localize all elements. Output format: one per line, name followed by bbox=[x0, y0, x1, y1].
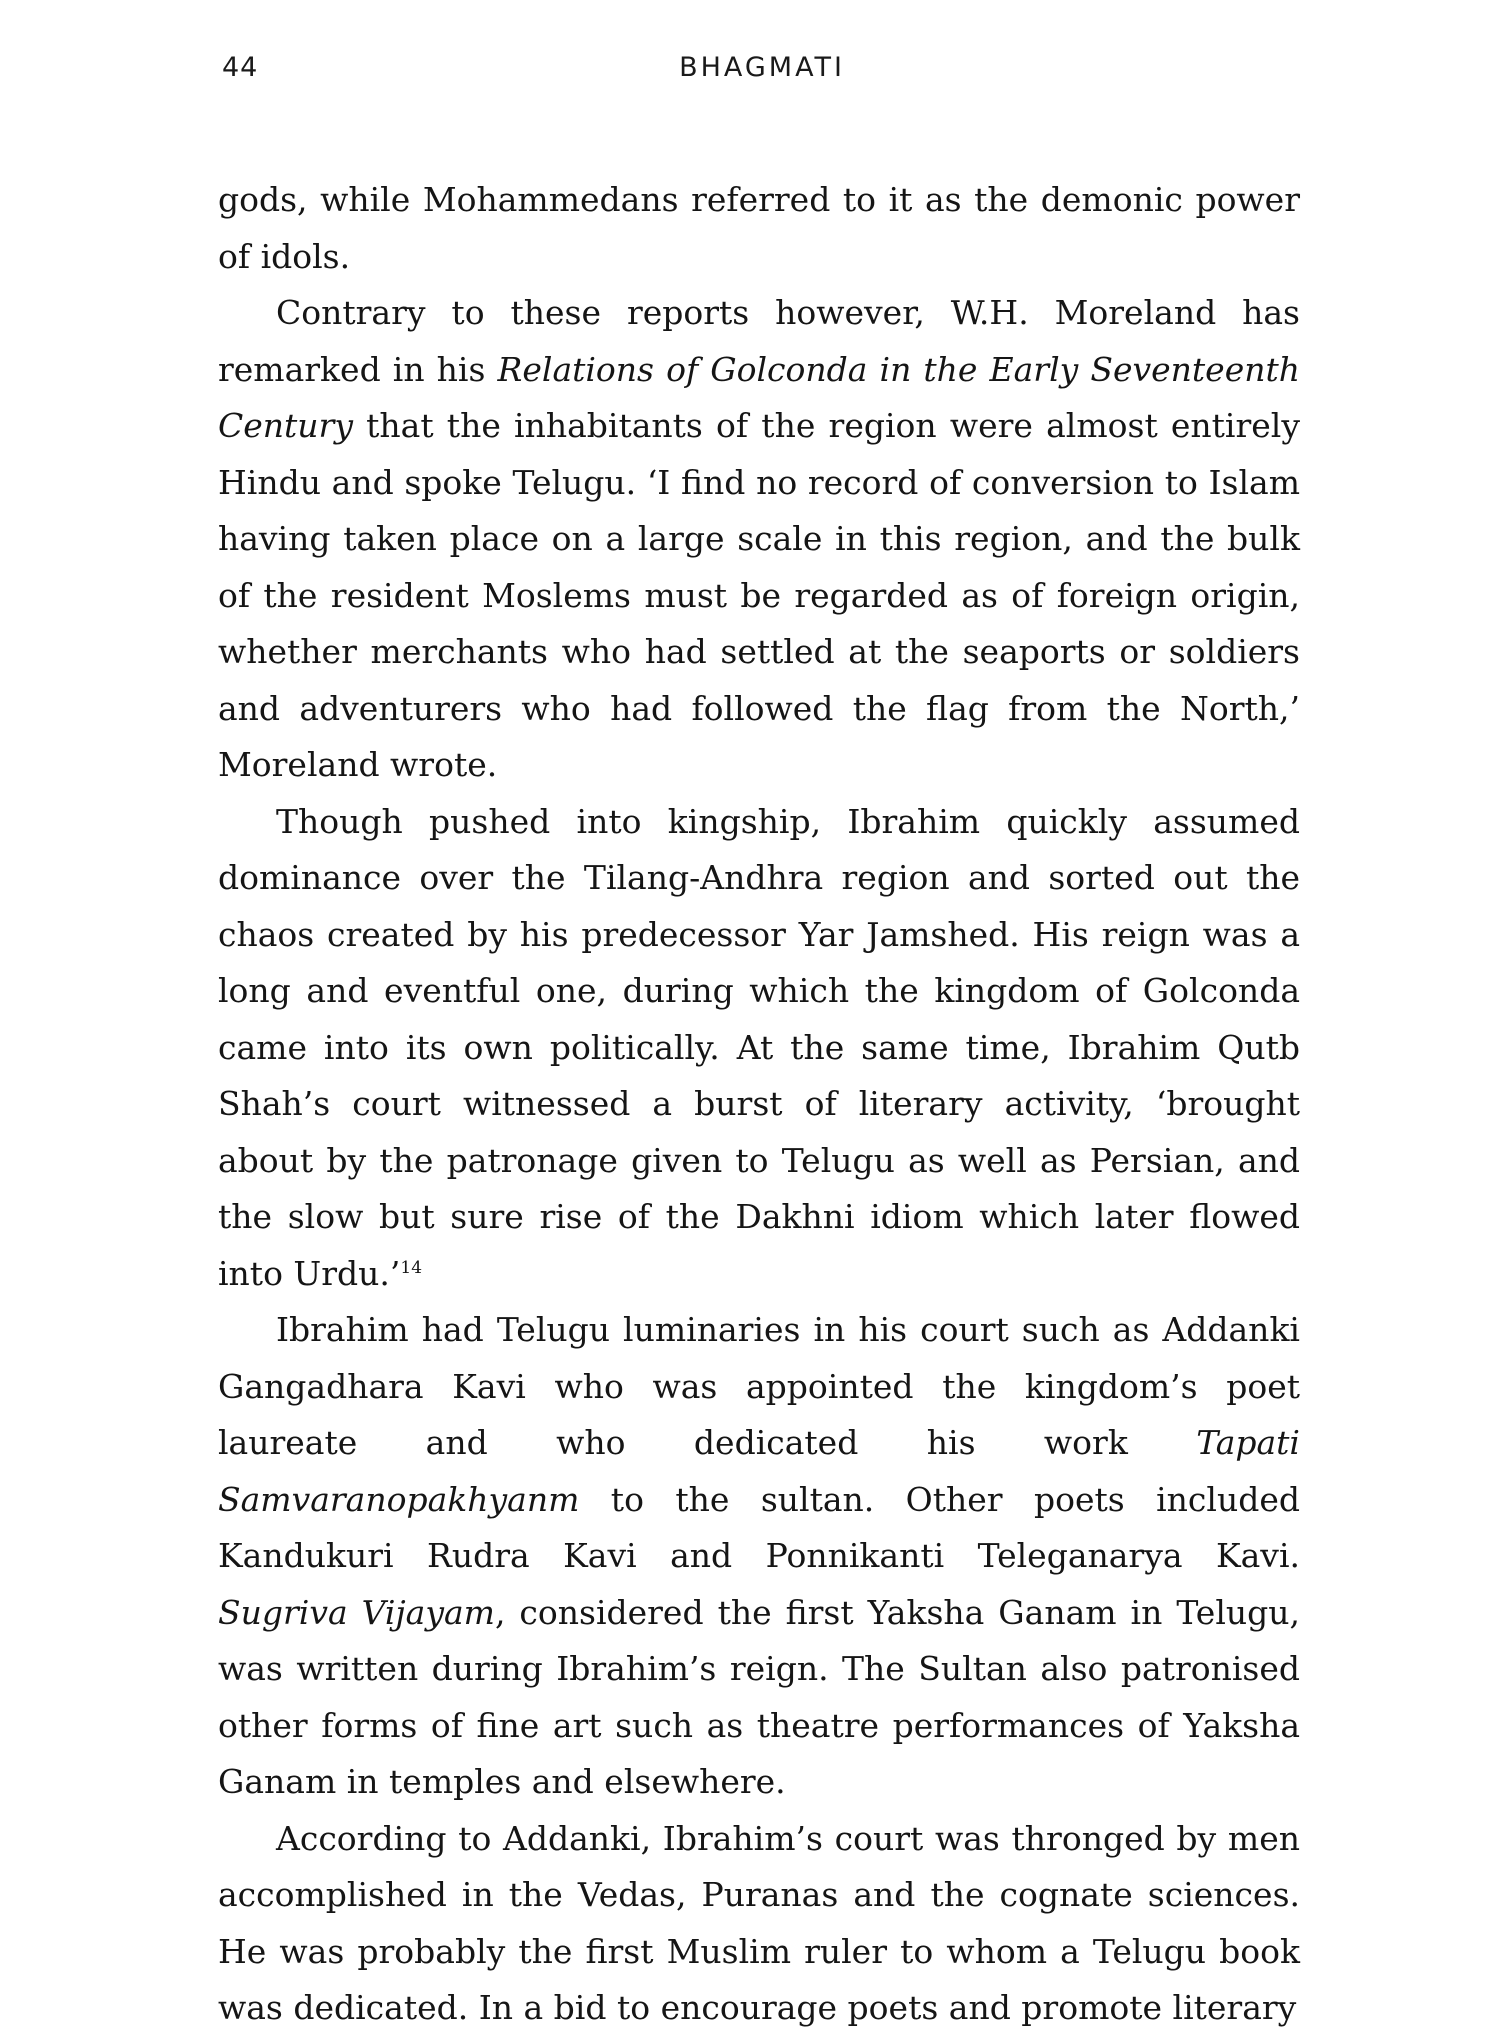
running-head: BHAGMATI bbox=[679, 52, 845, 83]
book-title-sugriva-vijayam: Sugriva Vijayam bbox=[218, 1592, 495, 1632]
page-header bbox=[222, 52, 1302, 92]
body-text bbox=[218, 172, 1300, 2037]
book-title-relations-of-golconda: Relations of Golconda in the Early Seventeenth Century bbox=[218, 349, 1301, 445]
book-title-tapati-samvaranopakhyanm: Tapati Samvaranopakhyanm bbox=[218, 1423, 1300, 1519]
paragraph-1 bbox=[218, 172, 1300, 285]
paragraph-4-text-b: to the sultan. Other poets included Kandukuri Rudra Kavi and Ponnikanti Teleganarya Kavi. bbox=[218, 1479, 1300, 1575]
paragraph-4 bbox=[218, 1302, 1300, 1811]
footnote-marker: 14 bbox=[400, 1257, 423, 1278]
paragraph-2-text-b: that the inhabitants of the region were almost entirely Hindu and spoke Telugu. ‘I find no record of conversion to Islam having taken place on a large scale in this region, and the bulk of the resident Moslems must be regarded as of foreign origin, whether merchants who had settled at the seaports or soldiers and adventurers who had followed the flag from the North,’ Moreland wrote. bbox=[218, 406, 1300, 784]
paragraph-1-text: gods, while Mohammedans referred to it as the demonic power of idols. bbox=[218, 180, 1300, 276]
paragraph-5 bbox=[218, 1811, 1300, 2037]
paragraph-3 bbox=[218, 794, 1300, 1303]
paragraph-5-text: According to Addanki, Ibrahim’s court was thronged by men accomplished in the Vedas, Puranas and the cognate sciences. He was probably the first Muslim ruler to whom a Telugu book was dedicated. In a bid to encourage poets and promote literary bbox=[218, 1818, 1300, 2027]
paragraph-2-text-a: Contrary to these reports however, W.H. Moreland has remarked in his bbox=[218, 293, 1300, 389]
paragraph-2 bbox=[218, 285, 1300, 794]
paragraph-4-text-a: Ibrahim had Telugu luminaries in his court such as Addanki Gangadhara Kavi who was appointed the kingdom’s poet laureate and who dedicated his work bbox=[218, 1310, 1300, 1462]
paragraph-3-text: Though pushed into kingship, Ibrahim quickly assumed dominance over the Tilang-Andhra region and sorted out the chaos created by his predecessor Yar Jamshed. His reign was a long and eventful one, during which the kingdom of Golconda came into its own politically. At the same time, Ibrahim Qutb Shah’s court witnessed a burst of literary activity, ‘brought about by the patronage given to Telugu as well as Persian, and the slow but sure rise of the Dakhni idiom which later flowed into Urdu.’ bbox=[218, 801, 1300, 1293]
page-number: 44 bbox=[222, 52, 259, 83]
paragraph-4-text-c: , considered the first Yaksha Ganam in Telugu, was written during Ibrahim’s reign. The Sultan also patronised other forms of fine art such as theatre performances of Yaksha Ganam in temples and elsewhere. bbox=[218, 1592, 1300, 1801]
